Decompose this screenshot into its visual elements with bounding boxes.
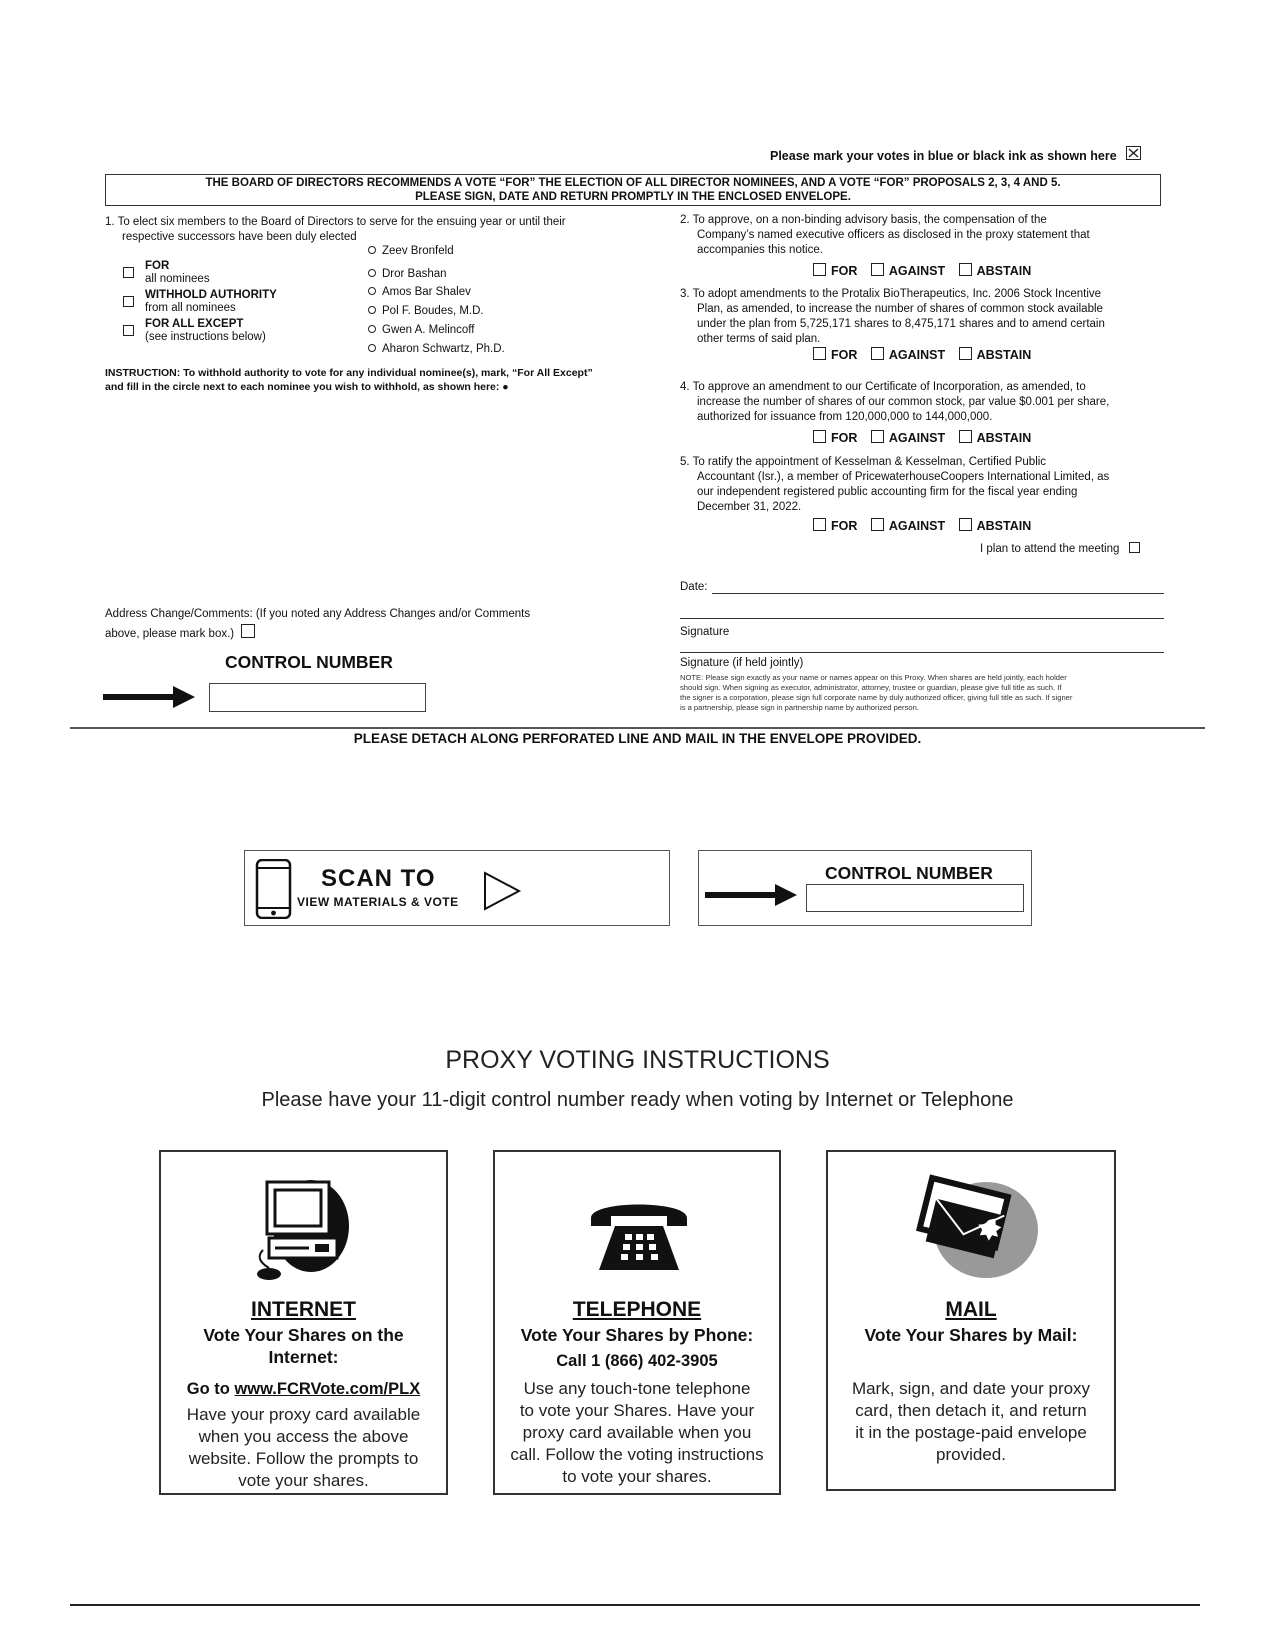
telephone-panel (493, 1150, 781, 1495)
checkbox[interactable] (813, 430, 826, 443)
telephone-title: TELEPHONE (572, 1298, 702, 1321)
checkbox[interactable] (813, 347, 826, 360)
ink-note: Please mark your votes in blue or black ink as shown here (770, 146, 1141, 163)
nominee-item[interactable]: Dror Bashan (368, 267, 447, 282)
phone-icon (255, 859, 293, 919)
control-number-label: CONTROL NUMBER (225, 652, 393, 672)
vote-against[interactable]: AGAINST (871, 431, 945, 445)
proposal-5-votes (813, 518, 1041, 533)
checkbox[interactable] (959, 347, 972, 360)
checkbox[interactable] (959, 518, 972, 531)
withhold-instruction: INSTRUCTION: To withhold authority to vote for any individual nominee(s), mark, “For All Except” and fill in the circle next to each nominee you wish to withhold, as shown here: ● (105, 367, 593, 393)
internet-sub: Vote Your Shares on the Internet: (203, 1325, 404, 1367)
option-for-all-except[interactable]: FOR ALL EXCEPT (see instructions below) (123, 317, 266, 345)
checkbox[interactable] (871, 430, 884, 443)
checkbox[interactable] (123, 296, 134, 307)
circle-icon[interactable] (368, 344, 376, 352)
proposal-3-text: 3. To adopt amendments to the Protalix BioTherapeutics, Inc. 2006 Stock Incentive Plan, as amended, to increase the number of shares of common stock available under the plan from 5,725,171 shares to 8,475,171 shares and to amend certain other terms of said plan. (680, 288, 1105, 345)
date-label: Date: (680, 581, 708, 593)
instructions-title: PROXY VOTING INSTRUCTIONS (445, 1046, 830, 1074)
internet-goto: Go to www.FCRVote.com/PLX (186, 1380, 421, 1398)
instructions-subtitle: Please have your 11-digit control number ready when voting by Internet or Telephone (261, 1089, 1014, 1111)
signing-note: NOTE: Please sign exactly as your name or names appear on this Proxy. When shares are held jointly, each holder should sign. When signing as executor, administrator, attorney, trustee or guardian, please give full title as such. If the signer is a corporation, please sign full corporate name by duly authorized officer, giving full title as such. If signer is a partnership, please sign in partnership name by authorized person. (680, 673, 1073, 712)
checkbox[interactable] (123, 325, 134, 336)
checkbox[interactable] (871, 263, 884, 276)
vote-abstain[interactable]: ABSTAIN (959, 519, 1032, 533)
proposal-2-text: 2. To approve, on a non-binding advisory basis, the compensation of the Company’s named executive officers as disclosed in the proxy statement that accompanies this notice. (680, 214, 1090, 256)
vote-abstain[interactable]: ABSTAIN (959, 348, 1032, 362)
telephone-icon (589, 1194, 689, 1274)
proposal-5-text: 5. To ratify the appointment of Kesselman & Kesselman, Certified Public Accountant (Isr.), a member of PricewaterhouseCoopers International Limited, as our independent registered public accounting firm for the fiscal year ending December 31, 2022. (680, 456, 1110, 513)
internet-title: INTERNET (251, 1298, 356, 1321)
vote-against[interactable]: AGAINST (871, 348, 945, 362)
vote-for[interactable]: FOR (813, 264, 857, 278)
internet-url-link[interactable]: www.FCRVote.com/PLX (234, 1380, 421, 1398)
address-change: Address Change/Comments: (If you noted any Address Changes and/or Comments above, please mark box.) (105, 608, 531, 640)
telephone-sub: Vote Your Shares by Phone: (520, 1325, 754, 1345)
nominee-item[interactable]: Amos Bar Shalev (368, 285, 471, 300)
vote-against[interactable]: AGAINST (871, 519, 945, 533)
vote-abstain[interactable]: ABSTAIN (959, 264, 1032, 278)
vote-against[interactable]: AGAINST (871, 264, 945, 278)
attend-meeting[interactable]: I plan to attend the meeting (980, 542, 1145, 557)
control-number-input[interactable] (806, 884, 1024, 912)
circle-icon[interactable] (368, 306, 376, 314)
checkbox[interactable] (813, 518, 826, 531)
option-for-all[interactable]: FOR all nominees (123, 259, 210, 287)
proposal-3-votes (813, 347, 1041, 362)
vote-for[interactable]: FOR (813, 348, 857, 362)
perforated-line (70, 727, 1205, 729)
control-number-box (698, 850, 1032, 926)
computer-icon (249, 1176, 361, 1282)
mail-body: Mark, sign, and date your proxy card, then detach it, and return it in the postage-paid envelope provided. (851, 1379, 1091, 1464)
arrow-right-icon (103, 685, 195, 714)
internet-body: Have your proxy card available when you access the above website. Follow the prompts to vote your shares. (186, 1405, 421, 1490)
checkbox[interactable] (1129, 542, 1140, 553)
detach-instruction: PLEASE DETACH ALONG PERFORATED LINE AND MAIL IN THE ENVELOPE PROVIDED. (353, 731, 922, 746)
checkbox[interactable] (871, 518, 884, 531)
mail-envelope-icon (904, 1170, 1044, 1280)
mail-sub: Vote Your Shares by Mail: (864, 1325, 1078, 1345)
checkbox[interactable] (959, 430, 972, 443)
signature-label: Signature (680, 626, 730, 638)
checkbox[interactable] (241, 624, 255, 638)
proposal-4-text: 4. To approve an amendment to our Certificate of Incorporation, as amended, to increase the number of shares of our common stock, par value $0.001 per share, authorized for issuance from 120,000,000 to 144,000,000. (680, 381, 1110, 423)
vote-abstain[interactable]: ABSTAIN (959, 431, 1032, 445)
nominee-item[interactable]: Gwen A. Melincoff (368, 323, 474, 338)
option-withhold[interactable]: WITHHOLD AUTHORITY from all nominees (123, 288, 277, 316)
proposal-1-text: 1. To elect six members to the Board of Directors to serve for the ensuing year or until their respective successors have been duly elected (105, 216, 566, 243)
control-number-label: CONTROL NUMBER (825, 863, 993, 883)
play-arrow-icon (483, 871, 523, 911)
checkbox[interactable] (871, 347, 884, 360)
circle-icon[interactable] (368, 269, 376, 277)
proposal-4-votes (813, 430, 1041, 445)
marked-box-icon (1126, 146, 1141, 160)
date-line[interactable] (712, 593, 1164, 594)
signature-joint-label: Signature (if held jointly) (680, 657, 804, 669)
vote-for[interactable]: FOR (813, 431, 857, 445)
circle-icon[interactable] (368, 287, 376, 295)
signature-joint-line[interactable] (680, 652, 1164, 653)
arrow-right-icon (705, 883, 797, 907)
board-recommendation: THE BOARD OF DIRECTORS RECOMMENDS A VOTE “FOR” THE ELECTION OF ALL DIRECTOR NOMINEES, AND A VOTE “FOR” PROPOSALS 2, 3, 4 AND 5. PLEASE SIGN, DATE AND RETURN PROMPTLY IN THE ENCLOSED ENVELOPE. (105, 174, 1161, 206)
nominee-item[interactable]: Zeev Bronfeld (368, 244, 454, 259)
scan-subtitle: VIEW MATERIALS & VOTE (297, 895, 459, 909)
control-number-input[interactable] (209, 683, 426, 712)
telephone-body: Use any touch-tone telephone to vote your Shares. Have your proxy card available when you call. Follow the voting instructions to vote your shares. (510, 1379, 764, 1486)
proposal-2-votes (813, 263, 1041, 278)
telephone-number[interactable]: Call 1 (866) 402-3905 (556, 1352, 718, 1370)
signature-line[interactable] (680, 618, 1164, 619)
nominee-item[interactable]: Aharon Schwartz, Ph.D. (368, 342, 505, 357)
scan-box[interactable] (244, 850, 670, 926)
vote-for[interactable]: FOR (813, 519, 857, 533)
checkbox[interactable] (123, 267, 134, 278)
circle-icon[interactable] (368, 325, 376, 333)
circle-icon[interactable] (368, 246, 376, 254)
mail-panel (826, 1150, 1116, 1491)
mail-title: MAIL (945, 1298, 997, 1321)
internet-panel (159, 1150, 448, 1495)
nominee-item[interactable]: Pol F. Boudes, M.D. (368, 304, 484, 319)
checkbox[interactable] (813, 263, 826, 276)
bottom-rule (70, 1604, 1200, 1606)
scan-title: SCAN TO (321, 865, 436, 892)
checkbox[interactable] (959, 263, 972, 276)
